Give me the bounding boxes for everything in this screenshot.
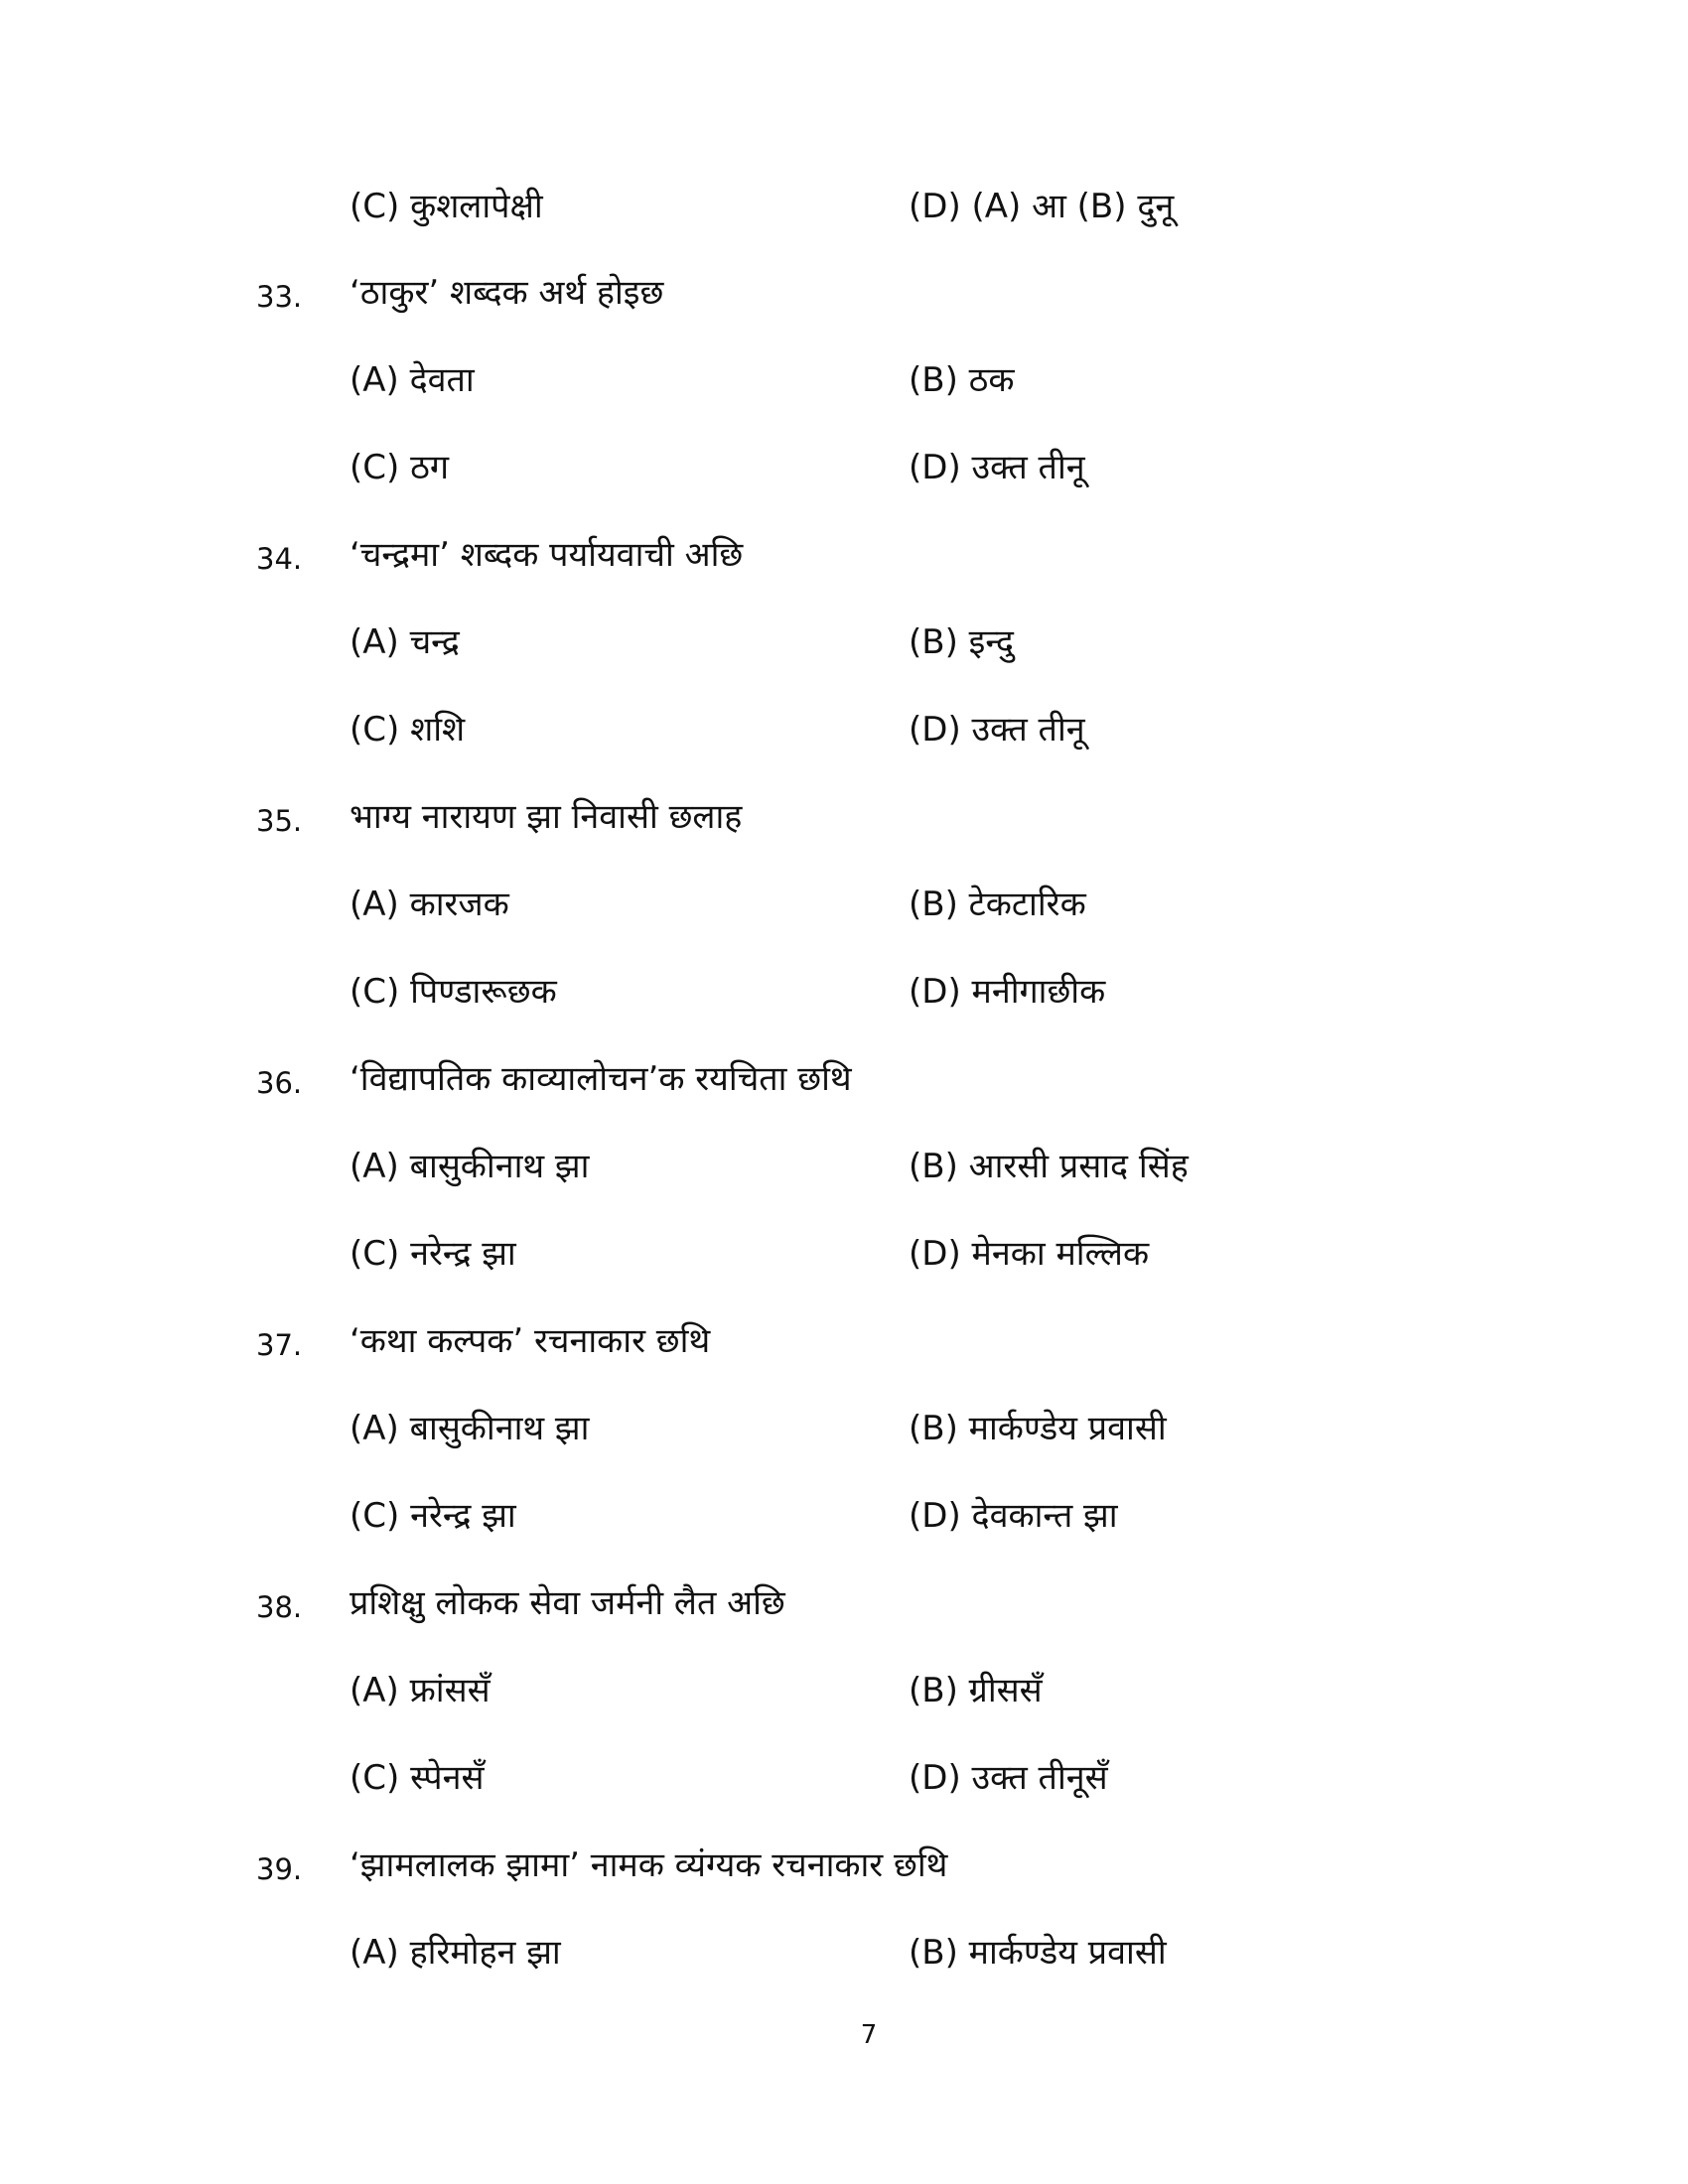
option-a: (A) देवता: [350, 360, 475, 400]
carry-over-options-row: [0, 177, 1688, 236]
option-c: (C) स्पेनसँ: [350, 1758, 485, 1798]
question-34: [0, 525, 1688, 585]
question-38: [0, 1573, 1688, 1633]
option-b: (B) इन्दु: [909, 622, 1014, 662]
option-c: (C) शशि: [350, 710, 466, 750]
option-b: (B) आरसी प्रसाद सिंह: [909, 1147, 1189, 1186]
question-37-options-cd: [0, 1486, 1688, 1546]
option-d: (D) उक्त तीनूसँ: [909, 1758, 1108, 1798]
question-37: [0, 1311, 1688, 1371]
option-b: (B) टेकटारिक: [909, 885, 1086, 924]
question-36-options-cd: [0, 1224, 1688, 1284]
option-b: (B) मार्कण्डेय प्रवासी: [909, 1933, 1167, 1973]
option-d: (D) (A) आ (B) दुनू: [909, 187, 1175, 226]
question-number: 38.: [256, 1590, 303, 1624]
question-35-options-ab: [0, 875, 1688, 934]
option-a: (A) चन्द्र: [350, 622, 460, 662]
option-a: (A) बासुकीनाथ झा: [350, 1409, 590, 1448]
option-d: (D) मेनका मल्लिक: [909, 1234, 1150, 1274]
option-a: (A) कारजक: [350, 885, 509, 924]
question-33: [0, 263, 1688, 323]
option-d: (D) मनीगाछीक: [909, 972, 1106, 1012]
question-text: ‘ठाकुर’ शब्दक अर्थ होइछ: [350, 273, 664, 313]
question-text: ‘चन्द्रमा’ शब्दक पर्यायवाची अछि: [350, 535, 744, 575]
option-c: (C) नरेन्द्र झा: [350, 1496, 516, 1536]
option-a: (A) हरिमोहन झा: [350, 1933, 561, 1973]
question-number: 34.: [256, 542, 303, 576]
option-a: (A) बासुकीनाथ झा: [350, 1147, 590, 1186]
question-39: [0, 1836, 1688, 1895]
question-33-options-cd: [0, 438, 1688, 497]
question-text: ‘विद्यापतिक काव्यालोचन’क रयचिता छथि: [350, 1059, 852, 1099]
option-b: (B) मार्कण्डेय प्रवासी: [909, 1409, 1167, 1448]
question-text: ‘कथा कल्पक’ रचनाकार छथि: [350, 1321, 711, 1361]
option-b: (B) ग्रीससँ: [909, 1671, 1043, 1710]
question-35: [0, 787, 1688, 847]
question-number: 36.: [256, 1066, 303, 1100]
question-number: 35.: [256, 804, 303, 838]
question-38-options-cd: [0, 1748, 1688, 1808]
option-c: (C) ठग: [350, 448, 449, 487]
question-36: [0, 1049, 1688, 1109]
question-text: प्रशिक्षु लोकक सेवा जर्मनी लैत अछि: [350, 1583, 785, 1623]
question-33-options-ab: [0, 350, 1688, 410]
option-c: (C) कुशलापेक्षी: [350, 187, 543, 226]
question-38-options-ab: [0, 1661, 1688, 1720]
question-34-options-ab: [0, 613, 1688, 672]
option-d: (D) उक्त तीनू: [909, 710, 1085, 750]
question-number: 37.: [256, 1328, 303, 1362]
option-d: (D) उक्त तीनू: [909, 448, 1085, 487]
page-number: 7: [860, 2020, 878, 2050]
question-34-options-cd: [0, 700, 1688, 759]
option-b: (B) ठक: [909, 360, 1015, 400]
option-c: (C) नरेन्द्र झा: [350, 1234, 516, 1274]
question-36-options-ab: [0, 1137, 1688, 1196]
question-number: 39.: [256, 1852, 303, 1886]
question-number: 33.: [256, 280, 303, 314]
option-d: (D) देवकान्त झा: [909, 1496, 1118, 1536]
option-a: (A) फ्रांससँ: [350, 1671, 491, 1710]
question-text: ‘झामलालक झामा’ नामक व्यंग्यक रचनाकार छथि: [350, 1845, 948, 1885]
question-39-options-ab: [0, 1923, 1688, 1982]
question-37-options-ab: [0, 1399, 1688, 1458]
question-35-options-cd: [0, 962, 1688, 1022]
option-c: (C) पिण्डारूछक: [350, 972, 557, 1012]
question-text: भाग्य नारायण झा निवासी छलाह: [350, 797, 743, 837]
